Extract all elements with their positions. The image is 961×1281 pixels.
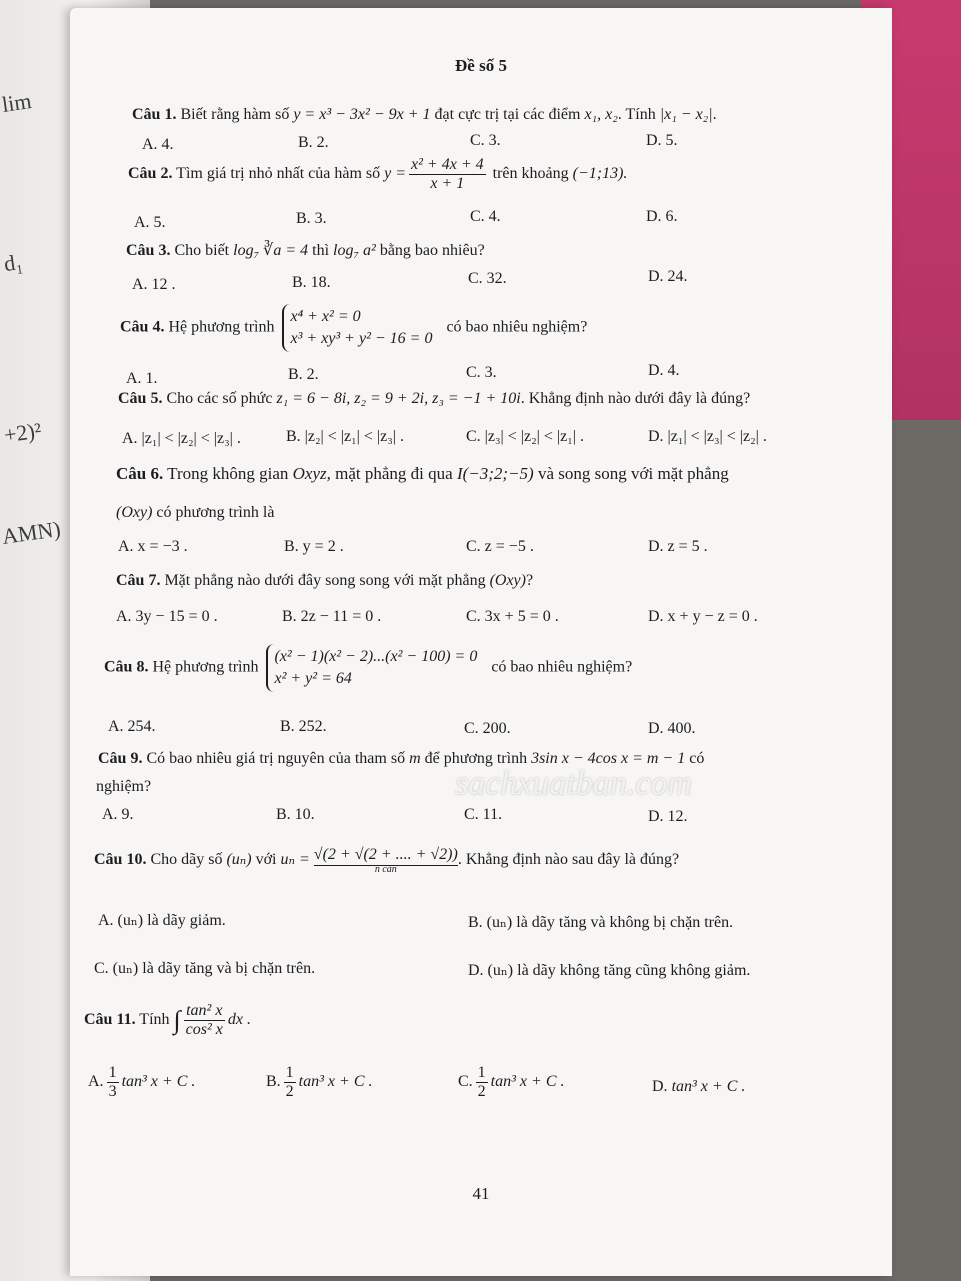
equation-system: x⁴ + x² = 0 x³ + xy³ + y² − 16 = 0 [282,304,438,352]
question-8: Câu 8. Hệ phương trình (x² − 1)(x² − 2)...(x² − 100) = 0 x² + y² = 64 có bao nhiêu nghiệm? [104,644,632,692]
question-label: Câu 8. [104,658,149,676]
option-b[interactable]: B. (uₙ) là dãy tăng và không bị chặn trên. [468,914,734,931]
option-a[interactable]: A. 3y − 15 = 0 . [116,608,218,625]
option-c[interactable]: C. 11. [464,806,503,823]
exam-page [70,8,892,1276]
question-2: Câu 2. Tìm giá trị nhỏ nhất của hàm số y = $\frac{\text{x² + 4x + 4}}{x + 1}$ trên khoảng (−1;13). [128,156,628,192]
margin-scribble: +2)² [2,417,43,448]
option-b[interactable]: B. $\frac{1}{2}$ tan³ x + C . [266,1064,373,1100]
option-c[interactable]: C. 200. [464,720,511,737]
question-label: Câu 11. [84,1011,136,1029]
integral-sign: ∫ [173,1005,181,1035]
option-c[interactable]: C. 4. [470,208,501,225]
option-a[interactable]: A. |z₁| < |z₂| < |z₃| . [122,430,241,447]
question-label: Câu 3. [126,242,171,259]
page-number: 41 [472,1184,490,1203]
margin-scribble: lim [0,88,33,117]
question-label: Câu 5. [118,390,163,407]
question-label: Câu 9. [98,750,143,767]
option-b[interactable]: B. 252. [280,718,327,735]
option-b[interactable]: B. 10. [276,806,315,823]
option-b[interactable]: B. 2z − 11 = 0 . [282,608,382,625]
option-d[interactable]: D. 4. [648,362,680,379]
question-9: Câu 9. Có bao nhiêu giá trị nguyên của tham số m để phương trình 3sin x − 4cos x = m − 1 có [98,750,705,767]
option-a[interactable]: A. 1. [126,370,158,387]
option-b[interactable]: B. 18. [292,274,331,291]
question-label: Câu 2. [128,165,173,183]
option-b[interactable]: B. 2. [298,134,329,151]
option-c[interactable]: C. 3x + 5 = 0 . [466,608,559,625]
option-a[interactable]: A. 4. [142,136,174,153]
margin-scribble: d₁ [2,248,25,277]
option-d[interactable]: D. 400. [648,720,696,737]
option-c[interactable]: C. (uₙ) là dãy tăng và bị chặn trên. [94,960,316,977]
option-d[interactable]: D. 5. [646,132,678,149]
option-d[interactable]: D. 12. [648,808,688,825]
question-label: Câu 10. [94,851,147,869]
option-a[interactable]: A. 5. [134,214,166,231]
question-7: Câu 7. Mặt phẳng nào dưới đây song song với mặt phẳng (Oxy)? [116,572,534,589]
question-label: Câu 1. [132,106,177,123]
option-b[interactable]: B. 3. [296,210,327,227]
nested-radical: √(2 + √(2 + .... + √2)) n căn [313,846,458,875]
option-a[interactable]: A. $\frac{1}{3}$ tan³ x + C . [88,1064,196,1100]
option-b[interactable]: B. 2. [288,366,319,383]
option-c[interactable]: C. z = −5 . [466,538,534,555]
page-title: Đề số 5 [455,56,507,75]
question-11: Câu 11. Tính ∫ $\frac{\text{tan² x}}{\text{cos² x}}$ dx . [84,1002,251,1038]
question-9-line-2: nghiệm? [96,778,152,795]
fraction: $\frac{\text{x² + 4x + 4}}{x + 1}$ [411,156,484,192]
option-d[interactable]: D. |z₁| < |z₃| < |z₂| . [648,428,767,445]
question-5: Câu 5. Cho các số phức z₁ = 6 − 8i, z₂ = 9 + 2i, z₃ = −1 + 10i. Khẳng định nào dưới đây là đúng? [118,390,751,407]
margin-scribble: AMN) [0,516,63,549]
question-label: Câu 4. [120,318,165,336]
option-b[interactable]: B. y = 2 . [284,538,344,555]
option-c[interactable]: C. 3. [470,132,501,149]
question-label: Câu 6. [116,464,164,483]
question-6: Câu 6. Trong không gian Oxyz, mặt phẳng đi qua I(−3;2;−5) và song song với mặt phẳng [116,464,729,483]
question-label: Câu 7. [116,572,161,589]
question-10: Câu 10. Cho dãy số (uₙ) với uₙ = √(2 + √(2 + .... + √2)) n căn . Khẳng định nào sau đây là đúng? [94,846,680,875]
option-d[interactable]: D. tan³ x + C . [652,1078,746,1095]
watermark: sachxuatban.com [455,765,693,802]
option-c[interactable]: C. $\frac{1}{2}$ tan³ x + C . [458,1064,565,1100]
fraction: $\frac{\text{tan² x}}{\text{cos² x}}$ [185,1002,223,1038]
question-6-line-2: (Oxy) có phương trình là [116,504,275,521]
option-d[interactable]: D. x + y − z = 0 . [648,608,758,625]
option-d[interactable]: D. 6. [646,208,678,225]
option-a[interactable]: A. (uₙ) là dãy giảm. [98,912,226,929]
question-3: Câu 3. Cho biết log₇ ∛a = 4 thì log₇ a² bằng bao nhiêu? [126,242,485,259]
option-c[interactable]: C. 3. [466,364,497,381]
option-a[interactable]: A. 12 . [132,276,176,293]
option-c[interactable]: C. |z₃| < |z₂| < |z₁| . [466,428,584,445]
option-a[interactable]: A. x = −3 . [118,538,188,555]
question-4: Câu 4. Hệ phương trình x⁴ + x² = 0 x³ + xy³ + y² − 16 = 0 có bao nhiêu nghiệm? [120,304,587,352]
option-a[interactable]: A. 9. [102,806,134,823]
equation-system: (x² − 1)(x² − 2)...(x² − 100) = 0 x² + y² = 64 [266,644,483,692]
question-1: Câu 1. Biết rằng hàm số y = x³ − 3x² − 9x + 1 đạt cực trị tại các điểm x₁, x₂. Tính |x₁ − x₂|. [132,106,717,123]
option-c[interactable]: C. 32. [468,270,507,287]
option-a[interactable]: A. 254. [108,718,156,735]
option-b[interactable]: B. |z₂| < |z₁| < |z₃| . [286,428,404,445]
option-d[interactable]: D. 24. [648,268,688,285]
option-d[interactable]: D. z = 5 . [648,538,708,555]
option-d[interactable]: D. (uₙ) là dãy không tăng cũng không giảm. [468,962,751,979]
